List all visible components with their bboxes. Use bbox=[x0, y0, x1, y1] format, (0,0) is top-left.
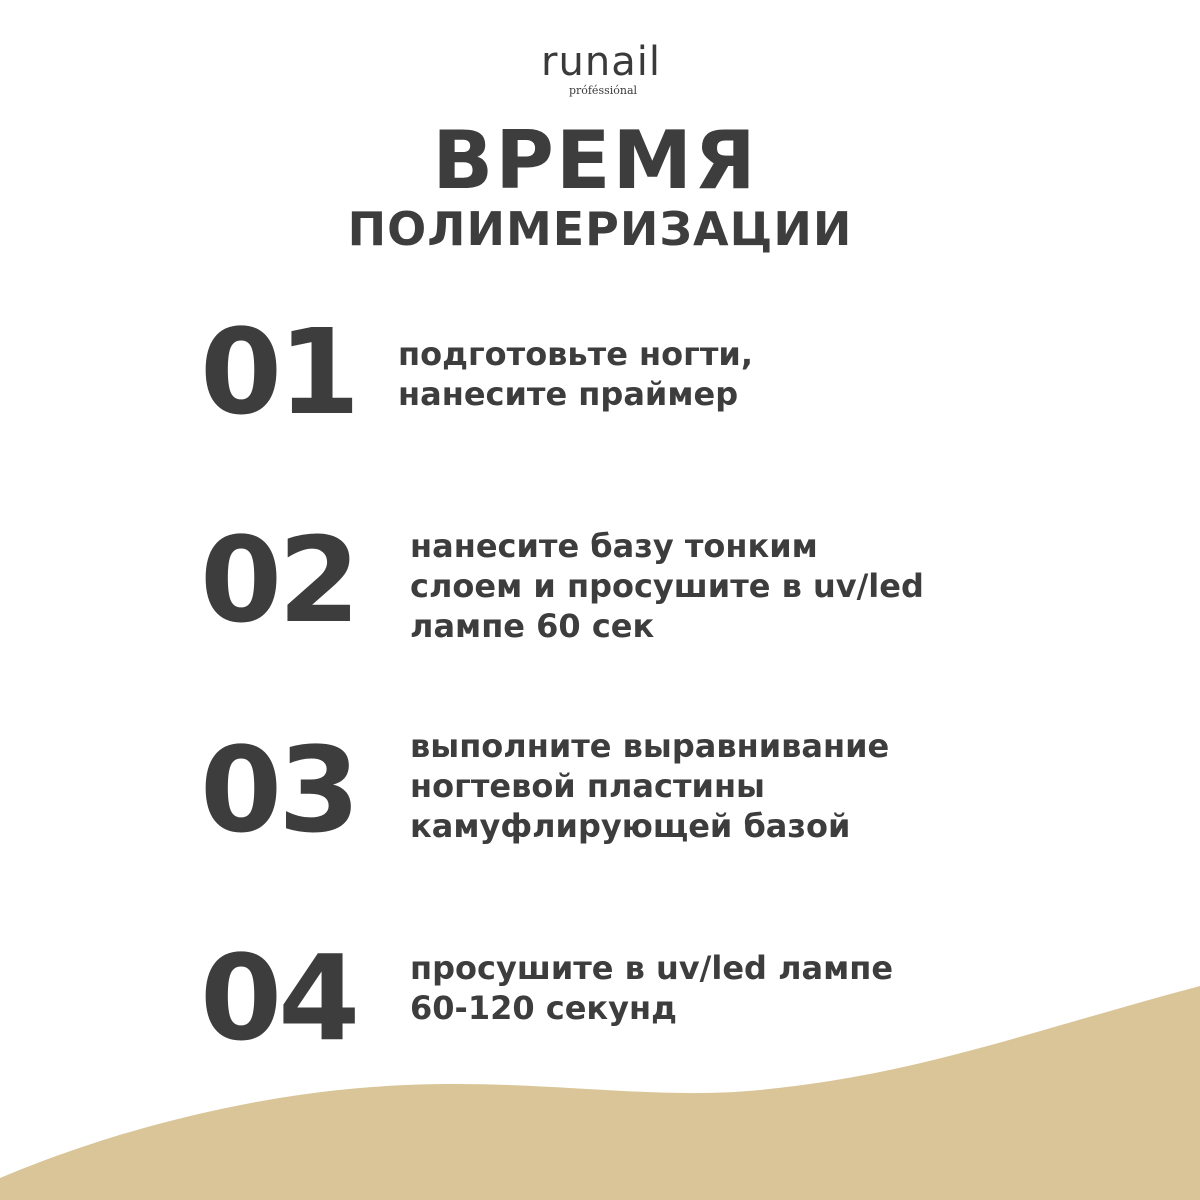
step-line: подготовьте ногти, bbox=[398, 335, 753, 373]
brand-subtitle: próféssiónal bbox=[568, 84, 638, 97]
step-number: 04 bbox=[200, 929, 357, 1067]
step-line: ногтевой пластины bbox=[410, 767, 765, 805]
step-line: слоем и просушите в uv/led bbox=[410, 567, 924, 605]
step-line: просушите в uv/led лампе bbox=[410, 949, 894, 987]
step-number: 03 bbox=[200, 721, 357, 859]
brand-logo bbox=[0, 40, 1200, 98]
step-description bbox=[410, 526, 924, 646]
step-line: выполните выравнивание bbox=[410, 727, 890, 765]
page-title: ВРЕМЯ bbox=[432, 114, 758, 207]
step-description bbox=[410, 726, 889, 846]
step-number: 02 bbox=[200, 511, 357, 649]
brand-name: runail bbox=[541, 39, 661, 85]
step-line: нанесите праймер bbox=[398, 375, 739, 413]
step-line: лампе 60 сек bbox=[410, 607, 655, 645]
step-line: камуфлирующей базой bbox=[410, 807, 851, 845]
step-line: 60-120 секунд bbox=[410, 989, 677, 1027]
step-line: нанесите базу тонким bbox=[410, 527, 818, 565]
step-number: 01 bbox=[200, 303, 357, 441]
page-subtitle: ПОЛИМЕРИЗАЦИИ bbox=[347, 202, 853, 256]
step-description bbox=[398, 334, 753, 414]
step-description bbox=[410, 948, 893, 1028]
